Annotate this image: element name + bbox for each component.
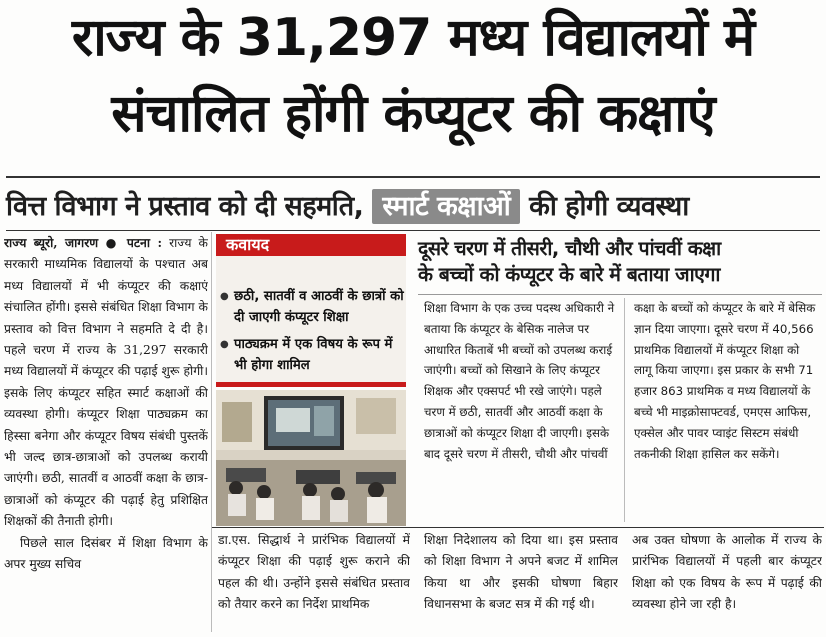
subheadline bbox=[418, 236, 824, 288]
sidebar-bullet-2: ● पाठ्यक्रम में एक विषय के रूप में भी होगा शामिल bbox=[220, 334, 404, 376]
headline-line-2: संचालित होंगी कंप्यूटर की कक्षाएं bbox=[111, 84, 715, 144]
subhead-rule bbox=[418, 294, 822, 295]
classroom-photo-icon bbox=[216, 390, 406, 526]
deck bbox=[6, 185, 822, 229]
sidebar-tag: कवायद bbox=[216, 234, 406, 256]
subheadline-line-2: के बच्चों को कंप्यूटर के बारे में बताया जाएगा bbox=[418, 263, 720, 286]
column-4: कक्षा के बच्चों को कंप्यूटर के बारे में बेसिक ज्ञान दिया जाएगा। दूसरे चरण में 40,566 प्राथमिक विद्यालयों में कंप्यूटर शिक्षा को लागू किया जाएगा। इस प्रकार के सभी 71 हजार 863 प्राथमिक व मध्य विद्यालयों के बच्चे भी माइक्रोसाफ्टवर्ड, एमएस आफिस, एक्सेल और पावर प्वाइंट सिस्टम संबंधी तकनीकी शिक्षा हासिल कर सकेंगे। bbox=[634, 301, 816, 461]
subheadline-line-1: दूसरे चरण में तीसरी, चौथी और पांचवीं कक्षा bbox=[418, 237, 721, 260]
sidebar-box-bottom-rule bbox=[216, 382, 406, 387]
column-1-para-2: पिछले साल दिसंबर में शिक्षा विभाग के अपर मुख्य सचिव bbox=[4, 535, 208, 572]
sidebar-box bbox=[216, 256, 406, 382]
bottom-column-3: शिक्षा निदेशालय को दिया था। इस प्रस्ताव को शिक्षा विभाग ने अपने बजट में शामिल किया था और इसकी घोषणा बिहार विधानसभा के बजट सत्र में की गई थी। bbox=[424, 533, 618, 612]
column-1 bbox=[4, 232, 208, 635]
headline-rule bbox=[6, 176, 820, 178]
deck-rule bbox=[6, 230, 820, 231]
deck-part-1: वित्त विभाग ने प्रस्ताव को दी सहमति, bbox=[6, 191, 364, 222]
bottom-column-2: डा.एस. सिद्धार्थ ने प्रारंभिक विद्यालयों में कंप्यूटर शिक्षा की पढ़ाई शुरू कराने की पहल की थी। उन्होंने इससे संबंधित प्रस्ताव को तैयार करने का निर्देश प्राथमिक bbox=[218, 533, 410, 612]
column-divider-3 bbox=[624, 298, 625, 522]
column-1-text: राज्य के सरकारी माध्यमिक विद्यालयों के पश्चात अब मध्य विद्यालयों में भी कंप्यूटर की कक्षाएं संचालित होंगी। इससे संबंधित शिक्षा विभाग के प्रस्ताव को वित्त विभाग ने सहमति दे दी है। पहले चरण में राज्य के 31,297 सरकारी मध्य विद्यालयों में कंप्यूटर की पढ़ाई शुरू होगी। इसके लिए कंप्यूटर सहित स्मार्ट कक्षाओं की व्यवस्था होगी। कंप्यूटर शिक्षा पाठ्यक्रम का हिस्सा बनेगा और कंप्यूटर विषय संबंधी पुस्तकें भी जल्द छात्र-छात्राओं को उपलब्ध करायी जाएंगी। छठी, सातवीं व आठवीं कक्षा के छात्र-छात्राओं को कंप्यूटर की पढ़ाई हेतु प्रशिक्षित शिक्षकों की तैनाती होगी। bbox=[4, 236, 208, 529]
byline: राज्य ब्यूरो, जागरण ● पटना : bbox=[4, 235, 163, 250]
column-divider bbox=[211, 232, 212, 632]
headline-line-1: राज्य के 31,297 मध्य विद्यालयों में bbox=[71, 8, 755, 68]
bottom-column-4: अब उक्त घोषणा के आलोक में राज्य के प्रारंभिक विद्यालयों में पहली बार कंप्यूटर शिक्षा को एक विषय के रूप में पढ़ाई की व्यवस्था होने जा रही है। bbox=[632, 533, 822, 612]
sidebar-bullet-1: ● छठी, सातवीं व आठवीं के छात्रों को दी जाएगी कंप्यूटर शिक्षा bbox=[220, 286, 404, 328]
bottom-rule bbox=[212, 527, 824, 528]
column-3: शिक्षा विभाग के एक उच्च पदस्थ अधिकारी ने बताया कि कंप्यूटर के बेसिक नालेज पर आधारित किताबें भी बच्चों को उपलब्ध कराई जाएंगी। बच्चों को सिखाने के लिए कंप्यूटर शिक्षक और एक्सपर्ट भी रखे जाएंगे। पहले चरण में छठी, सातवीं और आठवीं कक्षा के छात्राओं को कंप्यूटर शिक्षा दी जाएगी। इसके बाद दूसरे चरण में तीसरी, चौथी और पांचवीं bbox=[424, 301, 615, 461]
column-1-para-1 bbox=[4, 232, 208, 533]
deck-highlight: स्मार्ट कक्षाओं bbox=[372, 189, 520, 224]
deck-part-2: की होगी व्यवस्था bbox=[529, 191, 689, 222]
classroom-photo bbox=[216, 390, 406, 526]
